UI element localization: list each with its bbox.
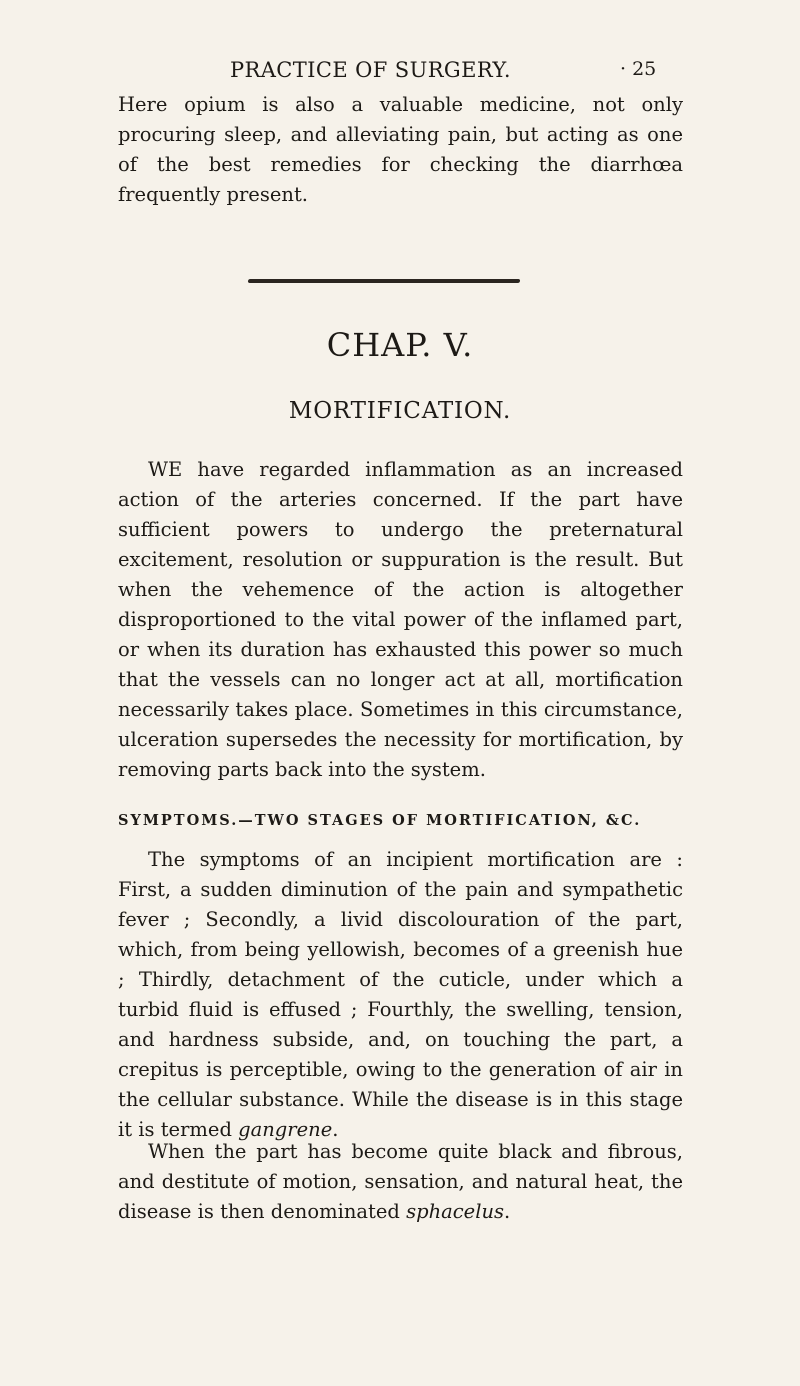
page-number: · 25 — [620, 58, 657, 80]
period: . — [504, 1200, 511, 1223]
paragraph-sphacelus — [118, 1137, 683, 1227]
paragraph-opium — [118, 90, 683, 210]
paragraph-symptoms — [118, 845, 683, 1145]
chapter-title: MORTIFICATION. — [288, 398, 512, 424]
paragraph-sphacelus-text: When the part has become quite black and fibrous, and destitute of motion, sensation, and natural heat, the disease is then denominated — [118, 1140, 683, 1223]
paragraph-intro — [118, 455, 683, 785]
chapter-number: CHAP. V. — [326, 326, 474, 364]
term-gangrene: gangrene — [238, 1118, 333, 1141]
term-sphacelus: sphacelus — [406, 1200, 505, 1223]
paragraph-intro-text: WE have regarded inflammation as an increased action of the arteries concerned. If the part have sufficient powers to undergo the preternatural excitement, resolution or suppuration is the result. But when the vehemence of the action is altogether disproportioned to the vital power of the inflamed part, or when its duration has exhausted this power so much that the vessels can no longer act at all, mortification necessarily takes place. Sometimes in this circumstance, ulceration supersedes the necessity for mortification, by removing parts back into the system. — [118, 458, 683, 781]
paragraph-symptoms-text: The symptoms of an incipient mortification are : First, a sudden diminution of the pain and sympathetic fever ; Secondly, a livid discolouration of the part, which, from being yellowish, becomes of a greenish hue ; Thirdly, detachment of the cuticle, under which a turbid fluid is effused ; Fourthly, the swelling, tension, and hardness subside, and, on touching the part, a crepitus is perceptible, owing to the generation of air in the cellular substance. While the disease is in this stage it is termed — [118, 848, 683, 1141]
period: . — [332, 1118, 339, 1141]
section-subheading: SYMPTOMS.—TWO STAGES OF MORTIFICATION, &C. — [118, 812, 642, 829]
running-head: PRACTICE OF SURGERY. — [230, 58, 512, 82]
page-header — [0, 54, 800, 84]
paragraph-opium-text: Here opium is also a valuable medicine, not only procuring sleep, and alleviating pain, but acting as one of the best remedies for checking the diarrhœa frequently present. — [118, 93, 683, 206]
chapter-divider-rule — [248, 279, 521, 283]
